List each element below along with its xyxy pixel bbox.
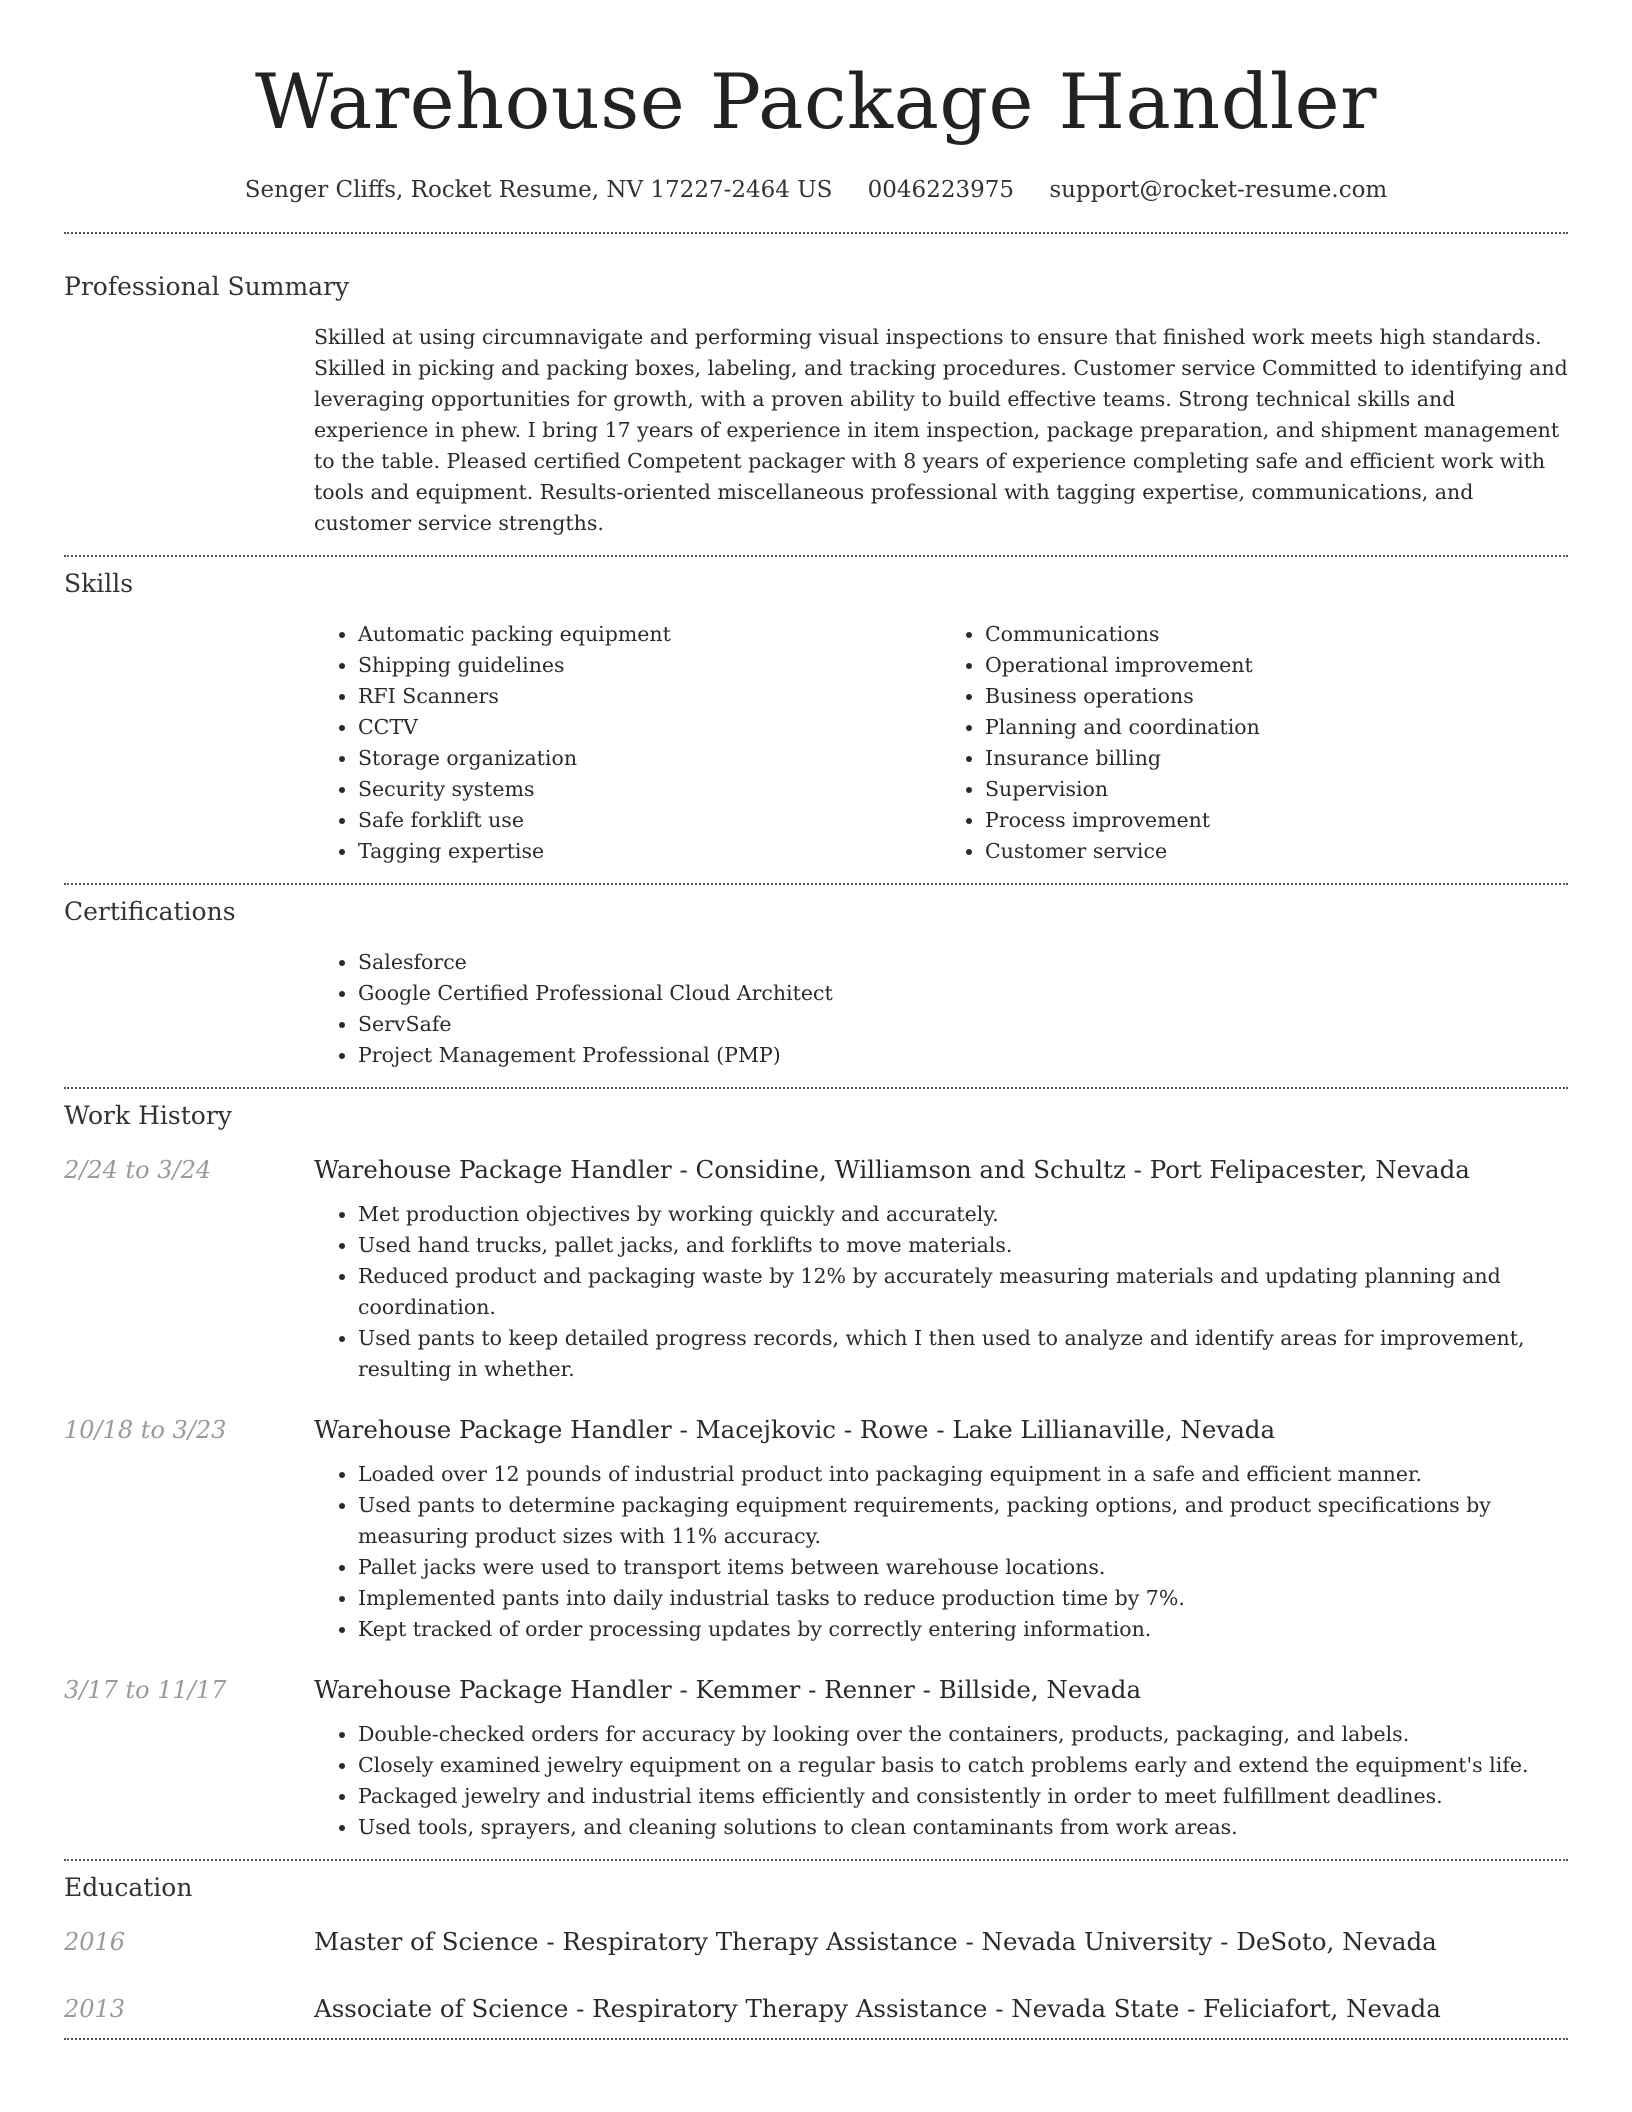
list-item: • Process improvement	[985, 805, 1568, 836]
job-bullets	[314, 1719, 1568, 1843]
contact-email: support@rocket-resume.com	[1049, 177, 1388, 203]
contact-address: Senger Cliffs, Rocket Resume, NV 17227-2464 US	[244, 177, 833, 203]
list-item: • RFI Scanners	[358, 681, 941, 712]
certifications-title: Certifications	[64, 897, 236, 926]
list-item: • Business operations	[985, 681, 1568, 712]
summary-text: Skilled at using circumnavigate and performing visual inspections to ensure that finished work meets high standards. Skilled in picking and packing boxes, labeling, and tracking procedures. Customer service Committed to identifying and leveraging opportunities for growth, with a proven ability to build effective teams. Strong technical skills and experience in phew. I bring 17 years of experience in item inspection, package preparation, and shipment management to the table. Pleased certified Competent packager with 8 years of experience completing safe and efficient work with tools and equipment. Results-oriented miscellaneous professional with tagging expertise, communications, and customer service strengths.	[314, 325, 1568, 535]
certifications-section	[64, 885, 1568, 1087]
skills-list-right	[941, 619, 1568, 867]
list-item: • Double-checked orders for accuracy by looking over the containers, products, packaging, and labels.	[358, 1719, 1568, 1750]
list-item: • Used tools, sprayers, and cleaning solutions to clean contaminants from work areas.	[358, 1812, 1568, 1843]
education-section	[64, 1861, 1568, 2038]
education-year: 2013	[64, 1995, 126, 2023]
education-title: Education	[64, 1873, 193, 1902]
list-item: • Communications	[985, 619, 1568, 650]
list-item: • Kept tracked of order processing updates by correctly entering information.	[358, 1614, 1568, 1645]
list-item: • Packaged jewelry and industrial items efficiently and consistently in order to meet fulfillment deadlines.	[358, 1781, 1568, 1812]
work-section	[64, 1089, 1568, 1859]
list-item: • Met production objectives by working quickly and accurately.	[358, 1199, 1568, 1230]
list-item: • Shipping guidelines	[358, 650, 941, 681]
education-degree: Associate of Science - Respiratory Therapy Assistance - Nevada State - Feliciafort, Nevada	[314, 1994, 1441, 2023]
list-item: • Automatic packing equipment	[358, 619, 941, 650]
skills-section	[64, 557, 1568, 883]
list-item: • ServSafe	[358, 1009, 1568, 1040]
job-title: Warehouse Package Handler - Macejkovic - Rowe - Lake Lillianaville, Nevada	[314, 1415, 1276, 1444]
skills-title: Skills	[64, 569, 134, 598]
job-title: Warehouse Package Handler - Kemmer - Renner - Billside, Nevada	[314, 1675, 1142, 1704]
education-degree: Master of Science - Respiratory Therapy Assistance - Nevada University - DeSoto, Nevada	[314, 1927, 1437, 1956]
job-dates: 3/17 to 11/17	[64, 1676, 227, 1704]
list-item: • Used hand trucks, pallet jacks, and forklifts to move materials.	[358, 1230, 1568, 1261]
job-body	[314, 1153, 1568, 1385]
job-dates: 2/24 to 3/24	[64, 1156, 212, 1184]
job-entry	[64, 1413, 1568, 1645]
list-item: • Customer service	[985, 836, 1568, 867]
job-bullets	[314, 1459, 1568, 1645]
job-bullets	[314, 1199, 1568, 1385]
section-divider	[64, 2038, 1568, 2040]
summary-section	[64, 234, 1568, 555]
job-title: Warehouse Package Handler - Considine, Williamson and Schultz - Port Felipacester, Nevada	[314, 1155, 1470, 1184]
list-item: • Operational improvement	[985, 650, 1568, 681]
list-item: • Closely examined jewelry equipment on a regular basis to catch problems early and extend the equipment's life.	[358, 1750, 1568, 1781]
education-year: 2016	[64, 1928, 126, 1956]
job-entry	[64, 1153, 1568, 1385]
list-item: • Safe forklift use	[358, 805, 941, 836]
certifications-list	[314, 947, 1568, 1071]
education-entry	[64, 1925, 1568, 1959]
list-item: • Reduced product and packaging waste by 12% by accurately measuring materials and updating planning and coordination.	[358, 1261, 1568, 1323]
list-item: • Used pants to keep detailed progress records, which I then used to analyze and identify areas for improvement, resulting in whether.	[358, 1323, 1568, 1385]
job-dates: 10/18 to 3/23	[64, 1416, 227, 1444]
skills-list-left	[314, 619, 941, 867]
list-item: • Supervision	[985, 774, 1568, 805]
skills-columns	[314, 619, 1568, 867]
contact-line	[64, 174, 1568, 206]
resume-name: Warehouse Package Handler	[255, 57, 1377, 146]
list-item: • Google Certified Professional Cloud Architect	[358, 978, 1568, 1009]
contact-phone: 0046223975	[867, 177, 1014, 203]
list-item: • Planning and coordination	[985, 712, 1568, 743]
certifications-content	[314, 947, 1568, 1071]
summary-title: Professional Summary	[64, 272, 350, 301]
list-item: • Project Management Professional (PMP)	[358, 1040, 1568, 1071]
list-item: • Implemented pants into daily industrial tasks to reduce production time by 7%.	[358, 1583, 1568, 1614]
list-item: • Pallet jacks were used to transport items between warehouse locations.	[358, 1552, 1568, 1583]
list-item: • Insurance billing	[985, 743, 1568, 774]
job-body	[314, 1673, 1568, 1843]
education-entry	[64, 1992, 1568, 2026]
job-body	[314, 1413, 1568, 1645]
list-item: • Storage organization	[358, 743, 941, 774]
list-item: • Salesforce	[358, 947, 1568, 978]
list-item: • Loaded over 12 pounds of industrial product into packaging equipment in a safe and efficient manner.	[358, 1459, 1568, 1490]
list-item: • Security systems	[358, 774, 941, 805]
job-entry	[64, 1673, 1568, 1843]
list-item: • Used pants to determine packaging equipment requirements, packing options, and product specifications by measuring product sizes with 11% accuracy.	[358, 1490, 1568, 1552]
work-title: Work History	[64, 1101, 232, 1130]
list-item: • Tagging expertise	[358, 836, 941, 867]
list-item: • CCTV	[358, 712, 941, 743]
